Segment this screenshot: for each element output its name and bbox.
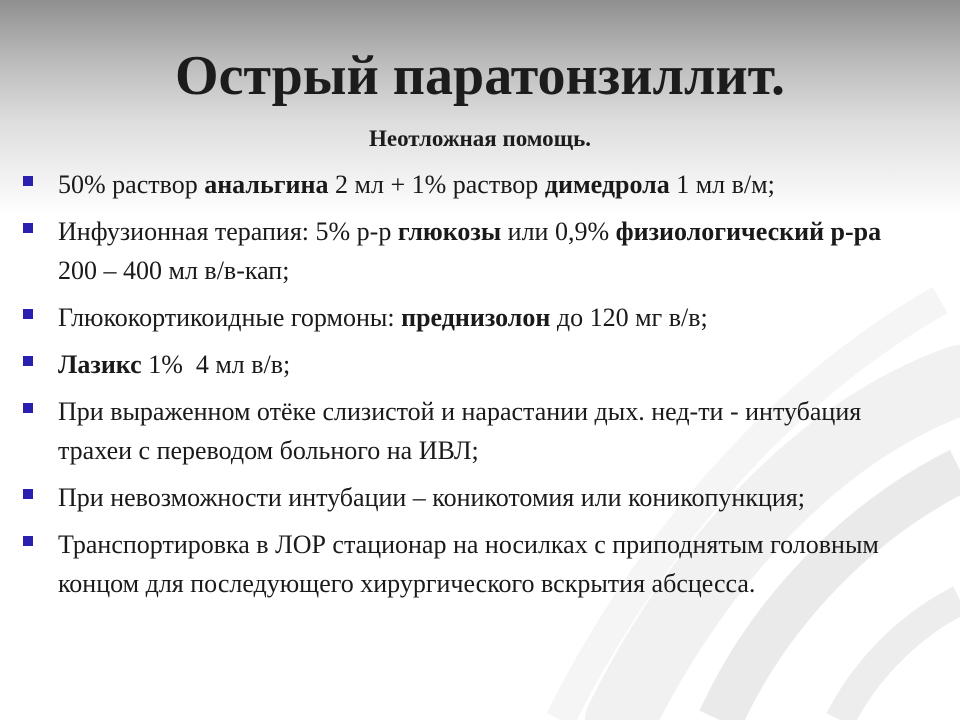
bullet-text [58,303,708,332]
text-run: 200 – 400 мл в/в-кап; [58,256,290,285]
bold-text-run: анальгина [204,170,329,199]
square-bullet-icon [23,309,33,319]
square-bullet-icon [23,356,33,366]
bullet-item [58,212,918,290]
text-run: При выраженном отёке слизистой и нарастании дых. нед-ти - интубация трахеи с переводом больного на ИВЛ; [58,397,862,465]
bullet-item [58,392,918,470]
square-bullet-icon [23,403,33,413]
square-bullet-icon [23,489,33,499]
bullet-text [58,397,861,465]
square-bullet-icon [23,536,33,546]
text-run: 1% 4 мл в/в; [141,350,291,379]
bold-text-run: димедрола [544,170,670,199]
square-bullet-icon [23,223,33,233]
bold-text-run: глюкозы [397,217,502,246]
bold-text-run: Лазикс [58,350,142,379]
bullet-item [58,345,918,384]
text-run: или 0,9% [501,217,616,246]
text-run: 2 мл + 1% раствор [328,170,545,199]
text-run: 50% раствор [58,170,205,199]
bullet-text [58,170,775,199]
bullet-list [58,165,918,611]
slide-subtitle: Неотложная помощь. [369,126,591,151]
bullet-item [58,165,918,204]
square-bullet-icon [23,176,33,186]
slide-title: Острый паратонзиллит. [175,45,785,107]
bullet-text [58,350,290,379]
bold-text-run: физиологический р-ра [615,217,882,246]
text-run: При невозможности интубации – коникотомия или коникопункция; [58,483,805,512]
bullet-text [58,530,879,598]
bullet-text [58,217,881,285]
text-run: до 120 мг в/в; [550,303,708,332]
text-run: Транспортировка в ЛОР стационар на носилках с приподнятым головным концом для последующего хирургического вскрытия абсцесса. [58,530,879,598]
bullet-item [58,478,918,517]
text-run: Глюкокортикоидные гормоны: [58,303,402,332]
bullet-item [58,525,918,603]
text-run: 1 мл в/м; [669,170,775,199]
text-run: Инфузионная терапия: 5% р-р [58,217,398,246]
bullet-item [58,298,918,337]
bold-text-run: преднизолон [401,303,551,332]
bullet-text [58,483,805,512]
